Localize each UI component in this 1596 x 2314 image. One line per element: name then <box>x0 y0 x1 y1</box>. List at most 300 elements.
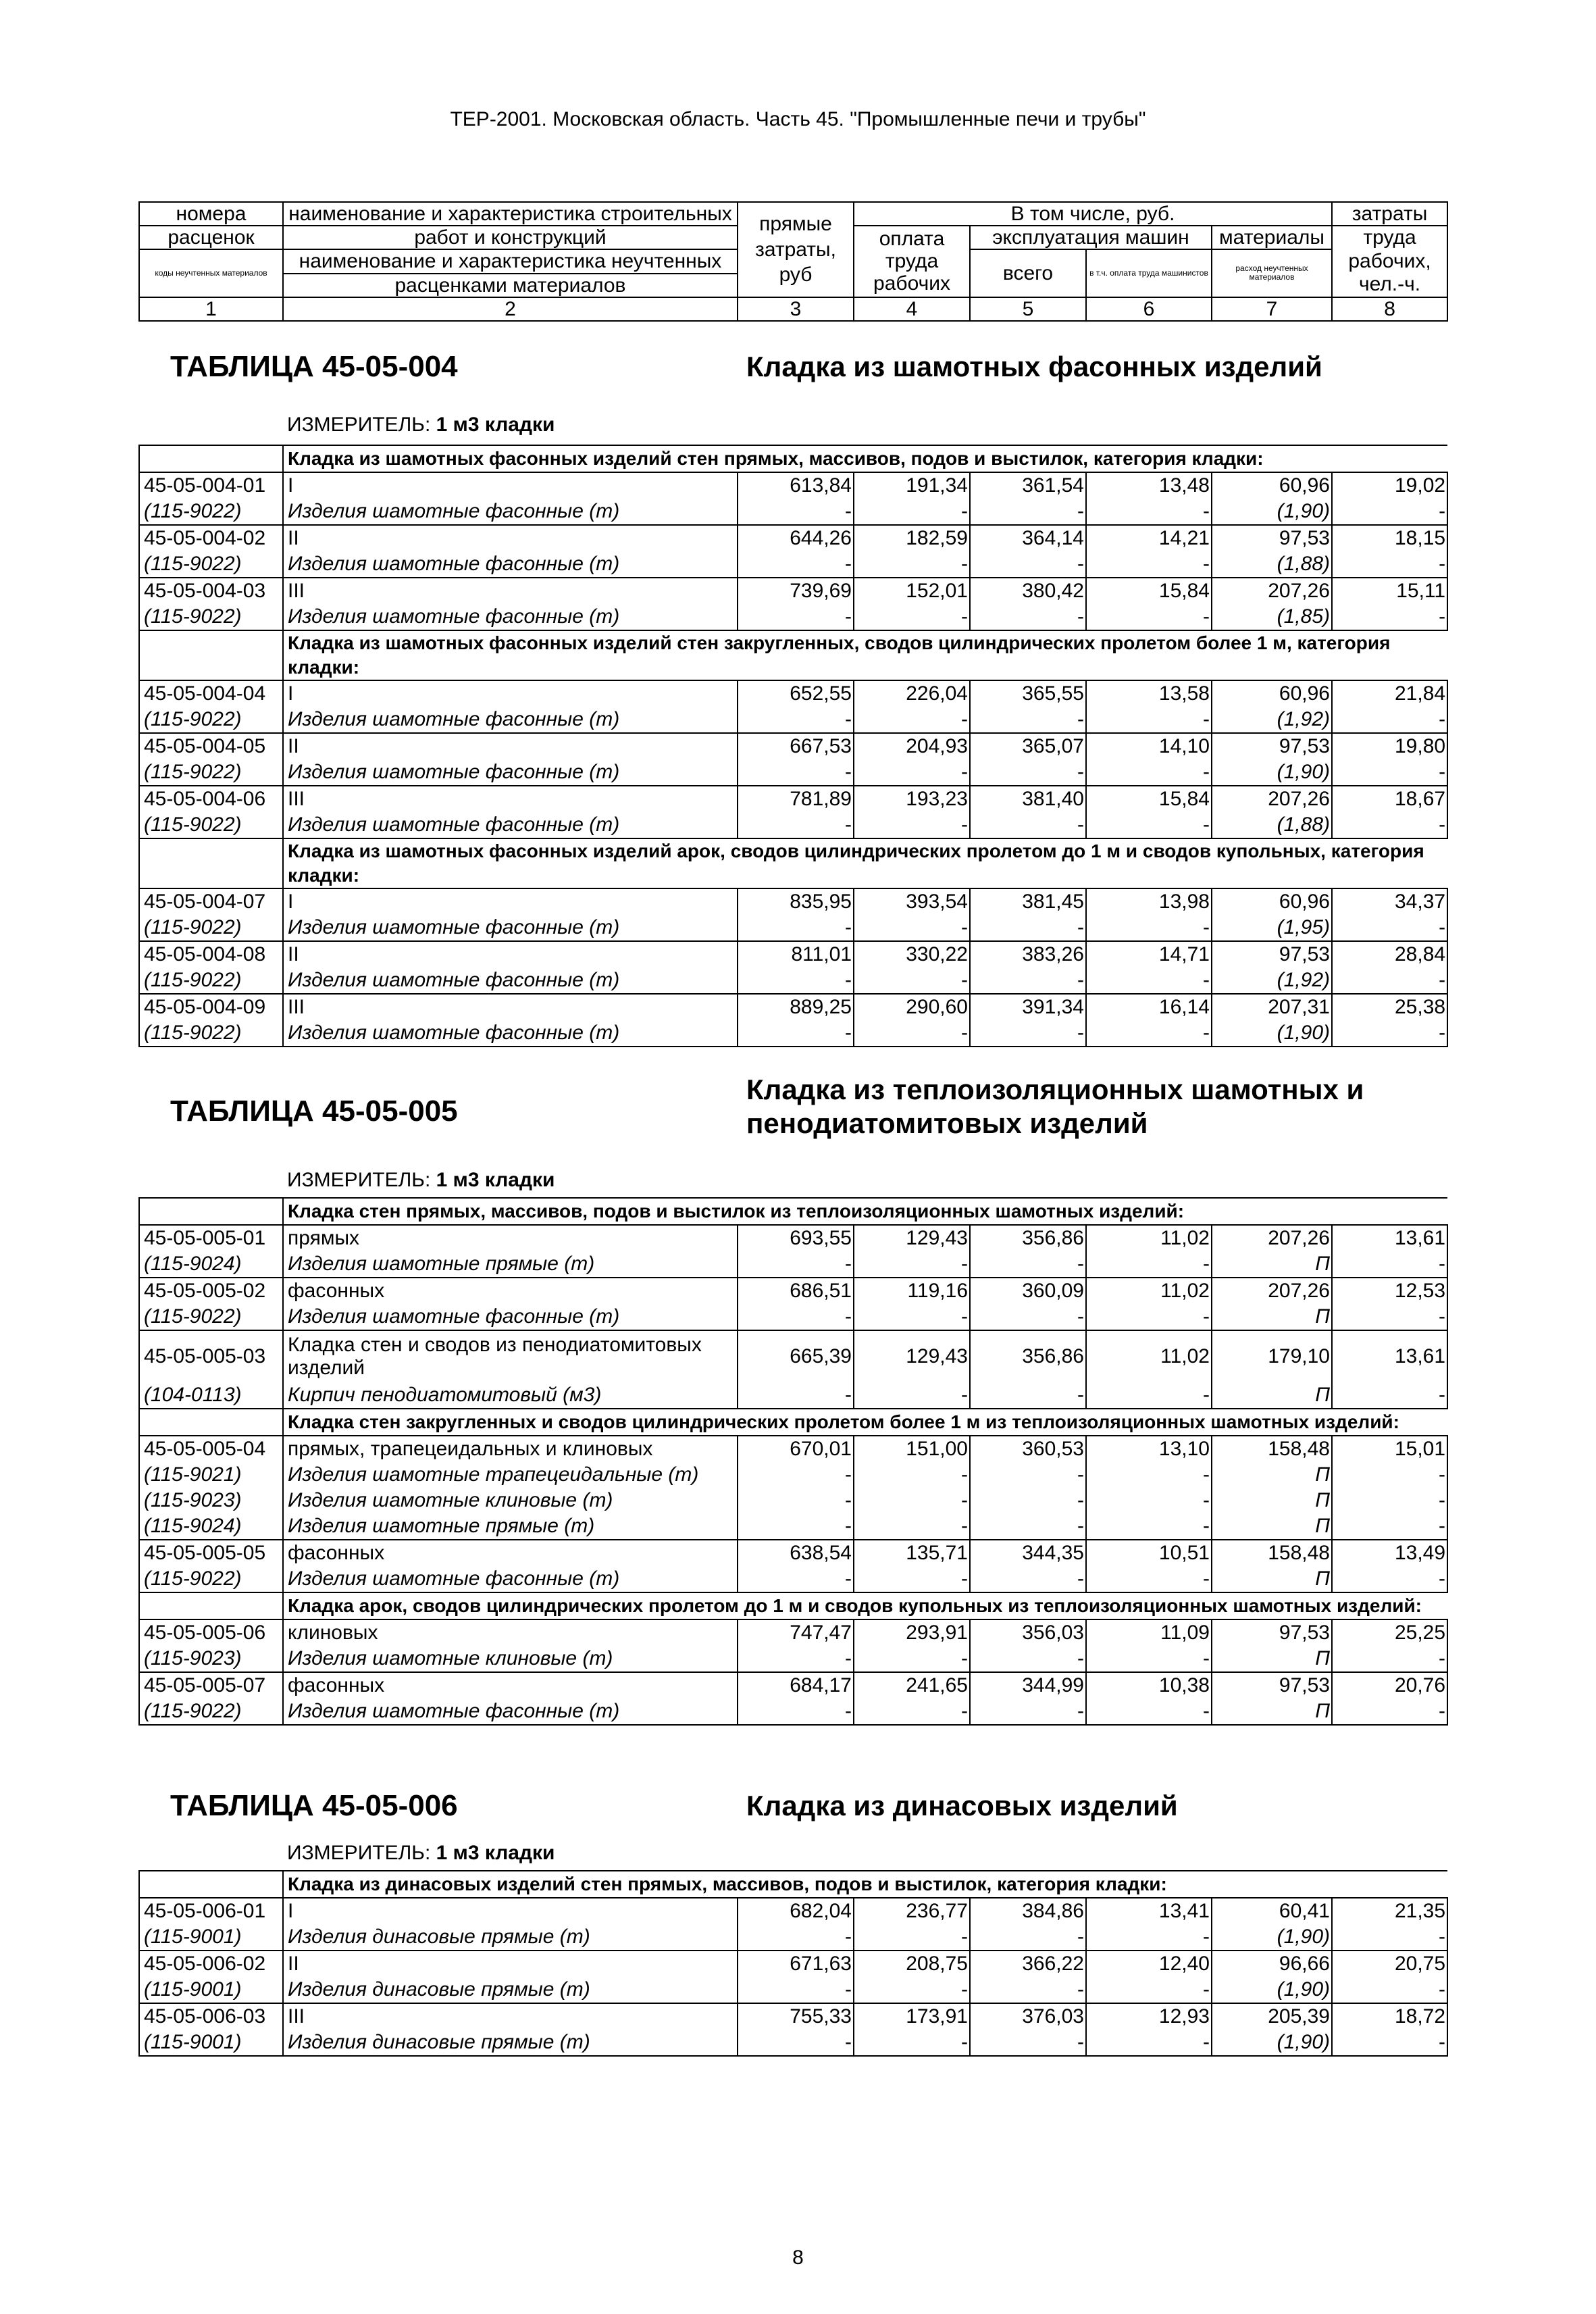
dash: - <box>738 604 854 630</box>
dash: - <box>970 2030 1086 2056</box>
table-row-material <box>139 2030 1447 2056</box>
rate-code: 45-05-004-06 <box>139 786 283 812</box>
machines-total: 360,53 <box>970 1436 1086 1462</box>
labor-hours: 13,49 <box>1332 1540 1447 1566</box>
labor-hours: 19,02 <box>1332 472 1447 499</box>
material-consumption: П <box>1212 1566 1332 1592</box>
dash: - <box>1086 1462 1212 1488</box>
labor-pay: 191,34 <box>854 472 970 499</box>
machinists-pay: 12,40 <box>1086 1951 1212 1977</box>
dash: - <box>738 1513 854 1540</box>
table-row <box>139 786 1447 812</box>
material-consumption: (1,90) <box>1212 759 1332 786</box>
hdr-zatraty4: чел.-ч. <box>1358 273 1421 295</box>
section-heading-row <box>139 1592 1447 1619</box>
hdr-num-1: 1 <box>139 297 283 321</box>
column-header-table <box>138 201 1448 322</box>
material-name: Изделия шамотные клиновые (т) <box>283 1488 738 1513</box>
section-heading-row <box>139 445 1447 472</box>
material-consumption: П <box>1212 1699 1332 1725</box>
labor-hours: 13,61 <box>1332 1225 1447 1251</box>
rate-code: 45-05-005-03 <box>139 1330 283 1382</box>
direct-costs: 665,39 <box>738 1330 854 1382</box>
work-name: Кладка стен и сводов из пенодиатомитовых изделий <box>283 1330 738 1382</box>
labor-pay: 129,43 <box>854 1225 970 1251</box>
document-title: ТЕР-2001. Московская область. Часть 45. "Промышленные печи и трубы" <box>450 108 1146 130</box>
dash: - <box>854 1566 970 1592</box>
labor-pay: 293,91 <box>854 1619 970 1646</box>
hdr-naim1: наименование и характеристика строительных <box>283 202 738 226</box>
dash: - <box>1332 967 1447 994</box>
dash: - <box>854 1488 970 1513</box>
hdr-num-3: 3 <box>738 297 854 321</box>
hdr-zatraty1: затраты <box>1332 202 1447 226</box>
machines-total: 361,54 <box>970 472 1086 499</box>
machinists-pay: 15,84 <box>1086 578 1212 604</box>
direct-costs: 644,26 <box>738 525 854 551</box>
direct-costs: 652,55 <box>738 680 854 707</box>
labor-pay: 152,01 <box>854 578 970 604</box>
hdr-eksp: эксплуатация машин <box>970 226 1212 249</box>
machines-total: 380,42 <box>970 578 1086 604</box>
table-row-material <box>139 604 1447 630</box>
hdr-rashod: расход неучтенных материалов <box>1212 249 1332 297</box>
dash: - <box>970 759 1086 786</box>
direct-costs: 684,17 <box>738 1672 854 1699</box>
table-004 <box>138 445 1448 1047</box>
hdr-rascenok: расценок <box>139 226 283 249</box>
table-004-measure <box>287 413 555 436</box>
dash: - <box>738 1924 854 1951</box>
hdr-num-5: 5 <box>970 297 1086 321</box>
machines-total: 383,26 <box>970 941 1086 967</box>
direct-costs: 889,25 <box>738 994 854 1020</box>
material-code: (115-9024) <box>139 1251 283 1278</box>
material-code: (115-9001) <box>139 2030 283 2056</box>
work-name: II <box>283 1951 738 1977</box>
material-consumption: П <box>1212 1513 1332 1540</box>
labor-hours: 28,84 <box>1332 941 1447 967</box>
work-name: клиновых <box>283 1619 738 1646</box>
dash: - <box>854 1513 970 1540</box>
table-row <box>139 1619 1447 1646</box>
machinists-pay: 14,71 <box>1086 941 1212 967</box>
dash: - <box>1332 551 1447 578</box>
materials: 207,26 <box>1212 578 1332 604</box>
rate-code: 45-05-005-02 <box>139 1278 283 1304</box>
materials: 60,41 <box>1212 1898 1332 1924</box>
dash: - <box>1086 759 1212 786</box>
dash: - <box>738 1488 854 1513</box>
table-row-material <box>139 812 1447 838</box>
rate-code: 45-05-004-05 <box>139 733 283 759</box>
heading-spacer <box>139 1592 283 1619</box>
table-row <box>139 1225 1447 1251</box>
material-name: Изделия шамотные фасонные (т) <box>283 499 738 525</box>
section-heading-row <box>139 630 1447 680</box>
measure-label: ИЗМЕРИТЕЛЬ: <box>287 1169 436 1191</box>
rate-code: 45-05-004-01 <box>139 472 283 499</box>
table-005-name-line2: пенодиатомитовых изделий <box>746 1107 1148 1140</box>
dash: - <box>970 1924 1086 1951</box>
dash: - <box>1332 759 1447 786</box>
section-heading: Кладка арок, сводов цилиндрических пролетом до 1 м и сводов купольных из теплоизоляционных шамотных изделий: <box>283 1592 1447 1619</box>
heading-spacer <box>139 838 283 888</box>
hdr-oplata1: оплата <box>879 228 945 251</box>
material-name: Изделия шамотные трапецеидальные (т) <box>283 1462 738 1488</box>
hdr-materialy: материалы <box>1212 226 1332 249</box>
machinists-pay: 11,02 <box>1086 1225 1212 1251</box>
table-row-material <box>139 967 1447 994</box>
labor-hours: 13,61 <box>1332 1330 1447 1382</box>
table-row-material <box>139 1977 1447 2003</box>
direct-costs: 670,01 <box>738 1436 854 1462</box>
hdr-oplata2: труда <box>885 250 939 273</box>
material-consumption: (1,90) <box>1212 2030 1332 2056</box>
labor-hours: 21,35 <box>1332 1898 1447 1924</box>
dash: - <box>1332 812 1447 838</box>
heading-spacer <box>139 445 283 472</box>
labor-pay: 393,54 <box>854 888 970 915</box>
machinists-pay: 12,93 <box>1086 2003 1212 2030</box>
table-006-name: Кладка из динасовых изделий <box>746 1790 1178 1821</box>
dash: - <box>970 812 1086 838</box>
materials: 207,26 <box>1212 1278 1332 1304</box>
direct-costs: 811,01 <box>738 941 854 967</box>
material-consumption: (1,90) <box>1212 1924 1332 1951</box>
table-row-material <box>139 551 1447 578</box>
work-name: I <box>283 472 738 499</box>
material-consumption: (1,85) <box>1212 604 1332 630</box>
dash: - <box>1332 1566 1447 1592</box>
dash: - <box>854 551 970 578</box>
material-consumption: (1,88) <box>1212 812 1332 838</box>
table-row <box>139 578 1447 604</box>
dash: - <box>970 1977 1086 2003</box>
labor-hours: 19,80 <box>1332 733 1447 759</box>
table-005-title: ТАБЛИЦА 45-05-005 <box>170 1095 458 1128</box>
dash: - <box>1086 1513 1212 1540</box>
hdr-num-7: 7 <box>1212 297 1332 321</box>
machinists-pay: 16,14 <box>1086 994 1212 1020</box>
materials: 205,39 <box>1212 2003 1332 2030</box>
dash: - <box>1332 1020 1447 1047</box>
material-code: (115-9022) <box>139 1699 283 1725</box>
material-name: Изделия шамотные фасонные (т) <box>283 1020 738 1047</box>
work-name: III <box>283 786 738 812</box>
table-006 <box>138 1870 1448 2057</box>
dash: - <box>854 1462 970 1488</box>
material-code: (115-9023) <box>139 1646 283 1672</box>
heading-spacer <box>139 1409 283 1436</box>
table-row-material <box>139 1699 1447 1725</box>
material-name: Изделия шамотные прямые (т) <box>283 1513 738 1540</box>
material-code: (115-9022) <box>139 967 283 994</box>
section-heading-row <box>139 1198 1447 1225</box>
machines-total: 356,03 <box>970 1619 1086 1646</box>
materials: 179,10 <box>1212 1330 1332 1382</box>
hdr-num-6: 6 <box>1086 297 1212 321</box>
rate-code: 45-05-005-01 <box>139 1225 283 1251</box>
dash: - <box>738 1304 854 1330</box>
dash: - <box>738 1382 854 1409</box>
machinists-pay: 15,84 <box>1086 786 1212 812</box>
labor-pay: 182,59 <box>854 525 970 551</box>
dash: - <box>1332 604 1447 630</box>
material-code: (115-9022) <box>139 1566 283 1592</box>
table-row <box>139 941 1447 967</box>
machinists-pay: 10,38 <box>1086 1672 1212 1699</box>
dash: - <box>854 967 970 994</box>
labor-pay: 290,60 <box>854 994 970 1020</box>
material-code: (115-9001) <box>139 1977 283 2003</box>
dash: - <box>1332 1382 1447 1409</box>
work-name: фасонных <box>283 1672 738 1699</box>
table-row <box>139 1330 1447 1382</box>
material-name: Изделия шамотные фасонные (т) <box>283 707 738 733</box>
direct-costs: 781,89 <box>738 786 854 812</box>
dash: - <box>738 1251 854 1278</box>
dash: - <box>738 499 854 525</box>
dash: - <box>970 1566 1086 1592</box>
measure-value: 1 м3 кладки <box>436 1842 555 1864</box>
dash: - <box>738 707 854 733</box>
dash: - <box>738 2030 854 2056</box>
materials: 207,31 <box>1212 994 1332 1020</box>
hdr-nomera: номера <box>139 202 283 226</box>
direct-costs: 667,53 <box>738 733 854 759</box>
material-name: Изделия шамотные фасонные (т) <box>283 759 738 786</box>
dash: - <box>1332 1488 1447 1513</box>
labor-pay: 151,00 <box>854 1436 970 1462</box>
machines-total: 381,40 <box>970 786 1086 812</box>
dash: - <box>1332 1646 1447 1672</box>
hdr-naim2: работ и конструкций <box>283 226 738 249</box>
dash: - <box>1086 1488 1212 1513</box>
material-code: (115-9022) <box>139 915 283 941</box>
dash: - <box>738 1020 854 1047</box>
table-row <box>139 1540 1447 1566</box>
hdr-pryamye3: руб <box>779 263 813 286</box>
table-row-material <box>139 1488 1447 1513</box>
dash: - <box>738 915 854 941</box>
dash: - <box>970 1251 1086 1278</box>
machines-total: 344,99 <box>970 1672 1086 1699</box>
labor-pay: 241,65 <box>854 1672 970 1699</box>
hdr-oplata3: рабочих <box>873 272 950 295</box>
materials: 158,48 <box>1212 1540 1332 1566</box>
hdr-pryamye1: прямые <box>759 213 832 235</box>
dash: - <box>970 915 1086 941</box>
dash: - <box>1332 1977 1447 2003</box>
table-row <box>139 1672 1447 1699</box>
table-row-material <box>139 1382 1447 1409</box>
table-row-material <box>139 499 1447 525</box>
dash: - <box>970 499 1086 525</box>
labor-pay: 208,75 <box>854 1951 970 1977</box>
hdr-zatraty3: рабочих, <box>1348 249 1431 272</box>
labor-hours: 20,76 <box>1332 1672 1447 1699</box>
materials: 97,53 <box>1212 1672 1332 1699</box>
rate-code: 45-05-005-05 <box>139 1540 283 1566</box>
material-consumption: П <box>1212 1646 1332 1672</box>
dash: - <box>1086 1020 1212 1047</box>
material-name: Изделия динасовые прямые (т) <box>283 1924 738 1951</box>
rate-code: 45-05-005-07 <box>139 1672 283 1699</box>
table-row <box>139 525 1447 551</box>
materials: 96,66 <box>1212 1951 1332 1977</box>
dash: - <box>970 1304 1086 1330</box>
direct-costs: 755,33 <box>738 2003 854 2030</box>
direct-costs: 747,47 <box>738 1619 854 1646</box>
work-name: III <box>283 2003 738 2030</box>
rate-code: 45-05-004-08 <box>139 941 283 967</box>
work-name: III <box>283 994 738 1020</box>
rate-code: 45-05-004-03 <box>139 578 283 604</box>
material-consumption: (1,90) <box>1212 499 1332 525</box>
section-heading: Кладка из шамотных фасонных изделий стен закругленных, сводов цилиндрических пролетом более 1 м, категория кладки: <box>283 630 1447 680</box>
hdr-num-8: 8 <box>1332 297 1447 321</box>
labor-pay: 129,43 <box>854 1330 970 1382</box>
machinists-pay: 13,48 <box>1086 472 1212 499</box>
hdr-vsego: всего <box>970 249 1086 297</box>
table-row-material <box>139 1462 1447 1488</box>
dash: - <box>1332 1304 1447 1330</box>
dash: - <box>970 707 1086 733</box>
machinists-pay: 13,10 <box>1086 1436 1212 1462</box>
dash: - <box>970 551 1086 578</box>
labor-hours: 25,25 <box>1332 1619 1447 1646</box>
materials: 158,48 <box>1212 1436 1332 1462</box>
material-name: Изделия шамотные фасонные (т) <box>283 1566 738 1592</box>
dash: - <box>1086 551 1212 578</box>
labor-hours: 20,75 <box>1332 1951 1447 1977</box>
labor-hours: 15,01 <box>1332 1436 1447 1462</box>
materials: 97,53 <box>1212 733 1332 759</box>
rate-code: 45-05-006-02 <box>139 1951 283 1977</box>
hdr-num-2: 2 <box>283 297 738 321</box>
dash: - <box>1086 707 1212 733</box>
table-005-measure <box>287 1169 555 1192</box>
machines-total: 384,86 <box>970 1898 1086 1924</box>
material-code: (115-9022) <box>139 812 283 838</box>
dash: - <box>738 1699 854 1725</box>
machines-total: 391,34 <box>970 994 1086 1020</box>
dash: - <box>738 812 854 838</box>
direct-costs: 638,54 <box>738 1540 854 1566</box>
machines-total: 381,45 <box>970 888 1086 915</box>
machinists-pay: 11,02 <box>1086 1330 1212 1382</box>
hdr-vtom: В том числе, руб. <box>854 202 1332 226</box>
labor-pay: 236,77 <box>854 1898 970 1924</box>
rate-code: 45-05-004-04 <box>139 680 283 707</box>
material-code: (115-9023) <box>139 1488 283 1513</box>
material-name: Кирпич пенодиатомитовый (м3) <box>283 1382 738 1409</box>
page-number: 8 <box>792 2246 804 2269</box>
work-name: I <box>283 888 738 915</box>
heading-spacer <box>139 630 283 680</box>
table-row <box>139 1436 1447 1462</box>
material-name: Изделия шамотные фасонные (т) <box>283 1304 738 1330</box>
machinists-pay: 13,98 <box>1086 888 1212 915</box>
dash: - <box>854 1382 970 1409</box>
dash: - <box>738 1977 854 2003</box>
table-005-name-line1: Кладка из теплоизоляционных шамотных и <box>746 1074 1364 1105</box>
dash: - <box>854 759 970 786</box>
dash: - <box>738 551 854 578</box>
dash: - <box>970 1382 1086 1409</box>
dash: - <box>854 1251 970 1278</box>
material-code: (115-9022) <box>139 1304 283 1330</box>
material-code: (115-9001) <box>139 1924 283 1951</box>
material-code: (115-9022) <box>139 759 283 786</box>
dash: - <box>1332 707 1447 733</box>
labor-hours: 25,38 <box>1332 994 1447 1020</box>
table-row <box>139 1951 1447 1977</box>
dash: - <box>854 1020 970 1047</box>
dash: - <box>1332 1924 1447 1951</box>
dash: - <box>970 1699 1086 1725</box>
measure-label: ИЗМЕРИТЕЛЬ: <box>287 413 436 436</box>
table-row-material <box>139 1924 1447 1951</box>
dash: - <box>854 812 970 838</box>
hdr-naim4: расценками материалов <box>283 274 738 297</box>
dash: - <box>970 1646 1086 1672</box>
dash: - <box>1086 967 1212 994</box>
material-consumption: (1,90) <box>1212 1020 1332 1047</box>
material-consumption: (1,95) <box>1212 915 1332 941</box>
dash: - <box>1086 915 1212 941</box>
rate-code: 45-05-004-02 <box>139 525 283 551</box>
dash: - <box>1086 1699 1212 1725</box>
materials: 60,96 <box>1212 680 1332 707</box>
direct-costs: 739,69 <box>738 578 854 604</box>
direct-costs: 835,95 <box>738 888 854 915</box>
dash: - <box>1086 499 1212 525</box>
dash: - <box>1086 1382 1212 1409</box>
dash: - <box>1332 1251 1447 1278</box>
rate-code: 45-05-005-06 <box>139 1619 283 1646</box>
direct-costs: 693,55 <box>738 1225 854 1251</box>
machinists-pay: 13,41 <box>1086 1898 1212 1924</box>
table-row-material <box>139 1020 1447 1047</box>
material-name: Изделия шамотные фасонные (т) <box>283 915 738 941</box>
dash: - <box>1332 1513 1447 1540</box>
dash: - <box>854 1977 970 2003</box>
dash: - <box>1086 1977 1212 2003</box>
work-name: III <box>283 578 738 604</box>
rate-code: 45-05-004-09 <box>139 994 283 1020</box>
section-heading-row <box>139 838 1447 888</box>
hdr-vtch: в т.ч. оплата труда машинистов <box>1086 249 1212 297</box>
dash: - <box>854 915 970 941</box>
dash: - <box>970 1488 1086 1513</box>
section-heading-row <box>139 1871 1447 1898</box>
section-heading: Кладка стен закругленных и сводов цилиндрических пролетом более 1 м из теплоизоляционных шамотных изделий: <box>283 1409 1447 1436</box>
section-heading: Кладка из динасовых изделий стен прямых, массивов, подов и выстилок, категория кладки: <box>283 1871 1447 1898</box>
material-name: Изделия шамотные фасонные (т) <box>283 551 738 578</box>
section-heading: Кладка из шамотных фасонных изделий стен прямых, массивов, подов и выстилок, категория кладки: <box>283 445 1447 472</box>
dash: - <box>1086 604 1212 630</box>
rate-code: 45-05-006-01 <box>139 1898 283 1924</box>
measure-value: 1 м3 кладки <box>436 413 555 436</box>
dash: - <box>738 759 854 786</box>
labor-pay: 119,16 <box>854 1278 970 1304</box>
dash: - <box>854 1304 970 1330</box>
table-row-material <box>139 707 1447 733</box>
material-consumption: (1,92) <box>1212 967 1332 994</box>
table-004-title: ТАБЛИЦА 45-05-004 <box>170 350 458 383</box>
